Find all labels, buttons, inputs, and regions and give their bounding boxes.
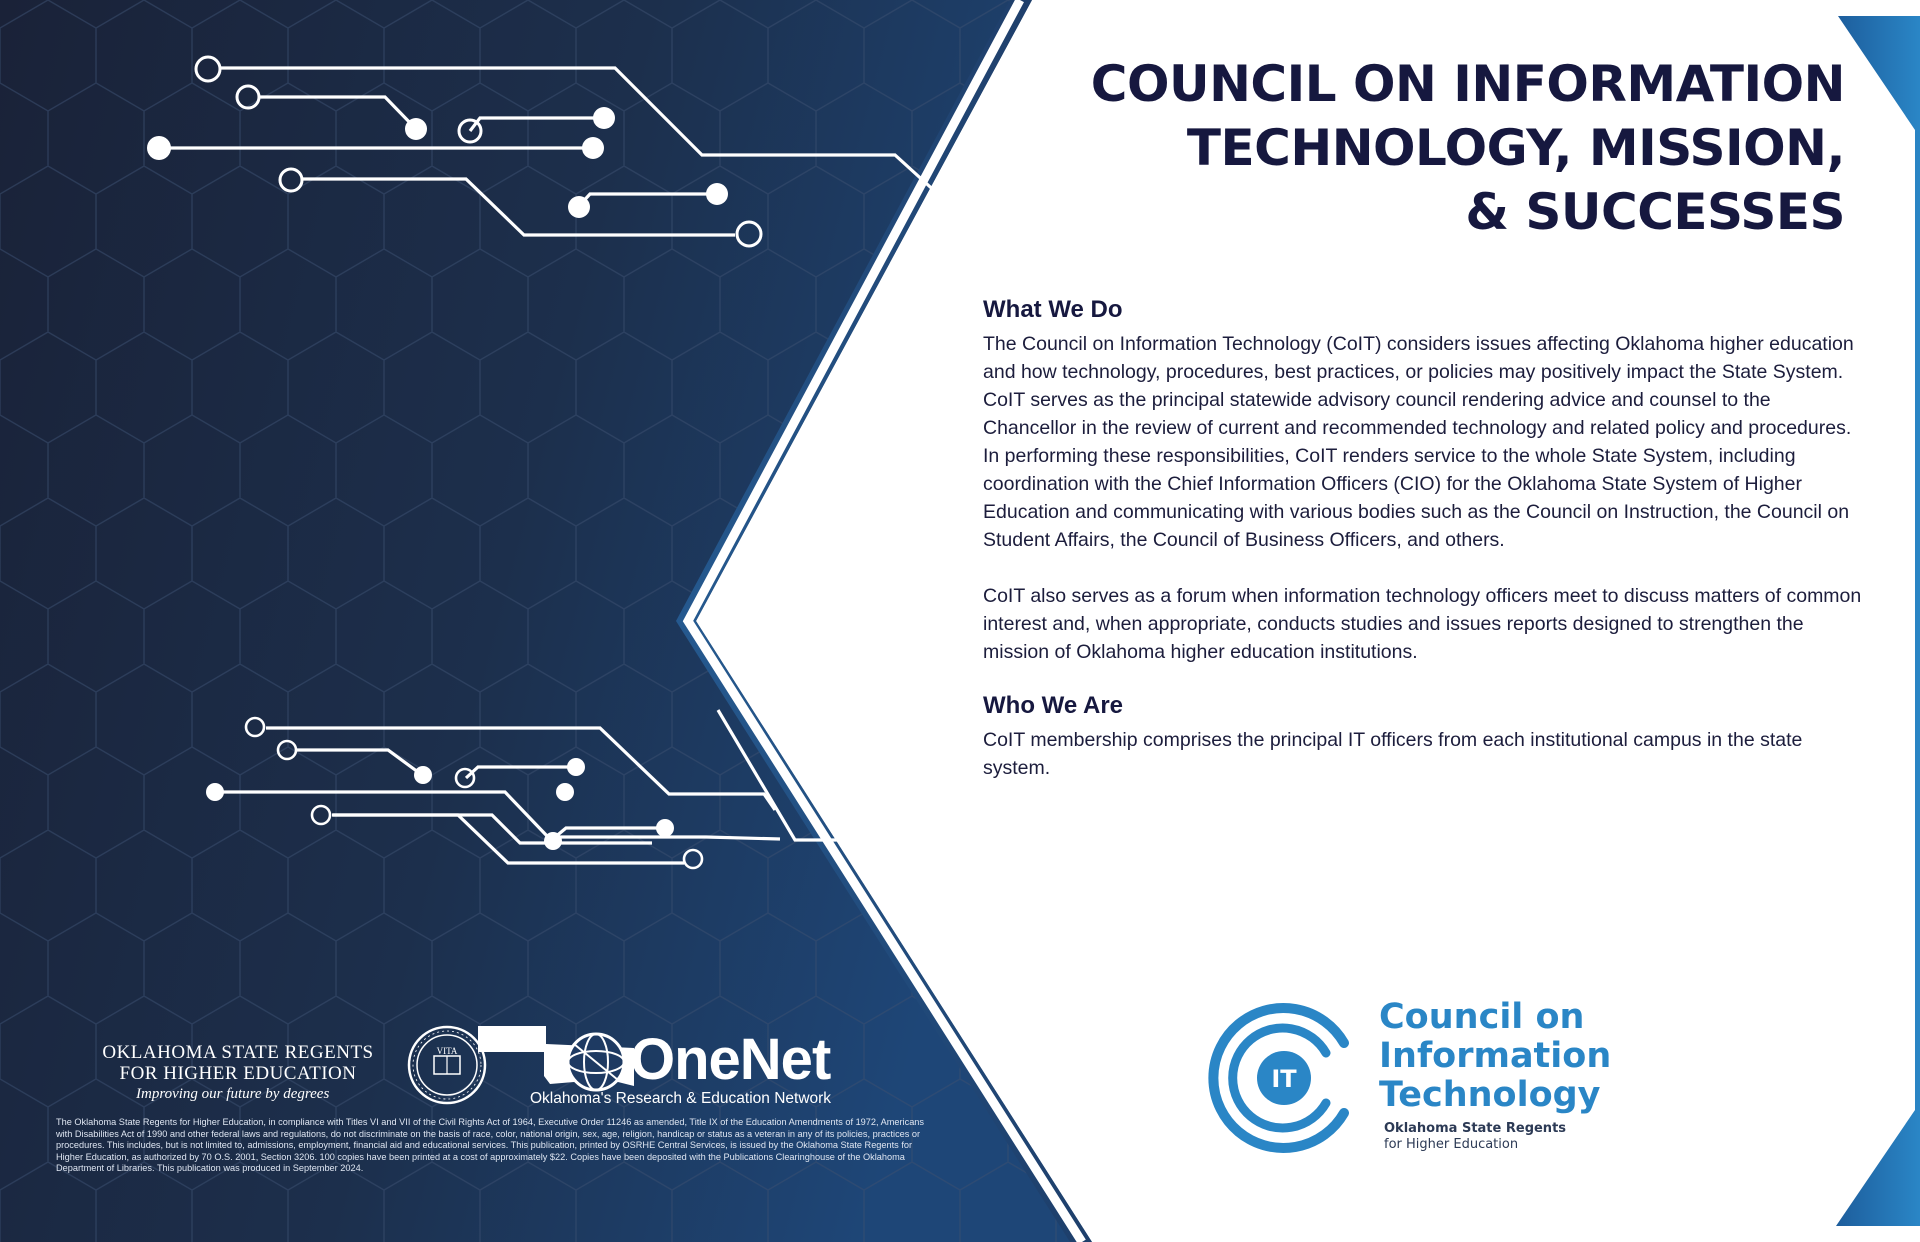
onenet-name: OneNet [630,1027,831,1092]
what-we-do-paragraph-2: CoIT also serves as a forum when information technology officers meet to discuss matters of common interest and, when appropriate, conducts studies and issues reports designed to strengthen the mission of Oklahoma higher education institutions. [983,585,1862,663]
coit-subtitle-line-2: for Higher Education [1384,1137,1519,1152]
seal-text: VITA [436,1046,458,1056]
main-content [983,296,1863,782]
regents-tagline: Improving our future by degrees [136,1086,330,1102]
regents-name [68,1042,408,1084]
onenet-logo [478,1022,898,1114]
who-we-are-paragraph: CoIT membership comprises the principal IT officers from each institutional campus in the state system. [983,729,1803,779]
coit-name [1379,998,1611,1115]
title-line-3: & SUCCESSES [1465,183,1845,241]
title-line-1: COUNCIL ON INFORMATION [1090,55,1845,113]
who-we-are-heading: Who We Are [983,692,1124,719]
page-title [945,52,1845,244]
regents-name-line-2: FOR HIGHER EDUCATION [119,1063,357,1084]
what-we-do-heading: What We Do [983,296,1123,323]
coit-subtitle-line-1: Oklahoma State Regents [1384,1121,1567,1136]
coit-emblem-text: IT [1271,1065,1297,1093]
coit-name-line-3: Technology [1379,1075,1601,1115]
what-we-do-paragraph-1: The Council on Information Technology (CoIT) considers issues affecting Oklahoma higher education and how technology, procedures, best practices, or policies may positively impact the State System. CoIT serves as the principal statewide advisory council rendering advice and counsel to the Chancellor in the review of current and recommended technology and related policy and procedures. In performing these responsibilities, CoIT renders service to the whole State System, including coordination with the Chief Information Officers (CIO) for the Oklahoma State System of Higher Education and communicating with various bodies such as the Council on Instruction, the Council on Student Affairs, the Council of Business Officers, and others. [983,333,1854,551]
regents-seal-icon [406,1024,488,1106]
regents-name-line-1: OKLAHOMA STATE REGENTS [102,1042,374,1063]
regents-logo [56,1018,456,1108]
coit-logo [1144,968,1684,1168]
coit-subtitle [1384,1121,1566,1153]
oklahoma-globe-icon [478,1022,638,1092]
coit-name-line-1: Council on [1379,997,1585,1037]
title-line-2: TECHNOLOGY, MISSION, [1186,119,1845,177]
disclaimer-text: The Oklahoma State Regents for Higher Education, in compliance with Titles VI and VII of the Civil Rights Act of 1964, Executive Order 11246 as amended, Title IX of the Education Amendments of 1972, Americans with Disabilities Act of 1990 and other federal laws and regulations, do not discriminate on the basis of race, color, national origin, sex, age, religion, handicap or status as a veteran in any of its policies, practices or procedures. This includes, but is not limited to, admissions, employment, financial aid and educational services. This publication, printed by OSRHE Central Services, is issued by the Oklahoma State Regents for Higher Education, as authorized by 70 O.S. 2001, Section 3206. 100 copies have been printed at a cost of approximately $22. Copies have been deposited with the Publications Clearinghouse of the Oklahoma Department of Libraries. This publication was produced in September 2024. [56,1117,925,1174]
coit-emblem-icon [1194,988,1374,1168]
coit-name-line-2: Information [1379,1036,1612,1076]
onenet-subtitle: Oklahoma's Research & Education Network [530,1090,832,1107]
